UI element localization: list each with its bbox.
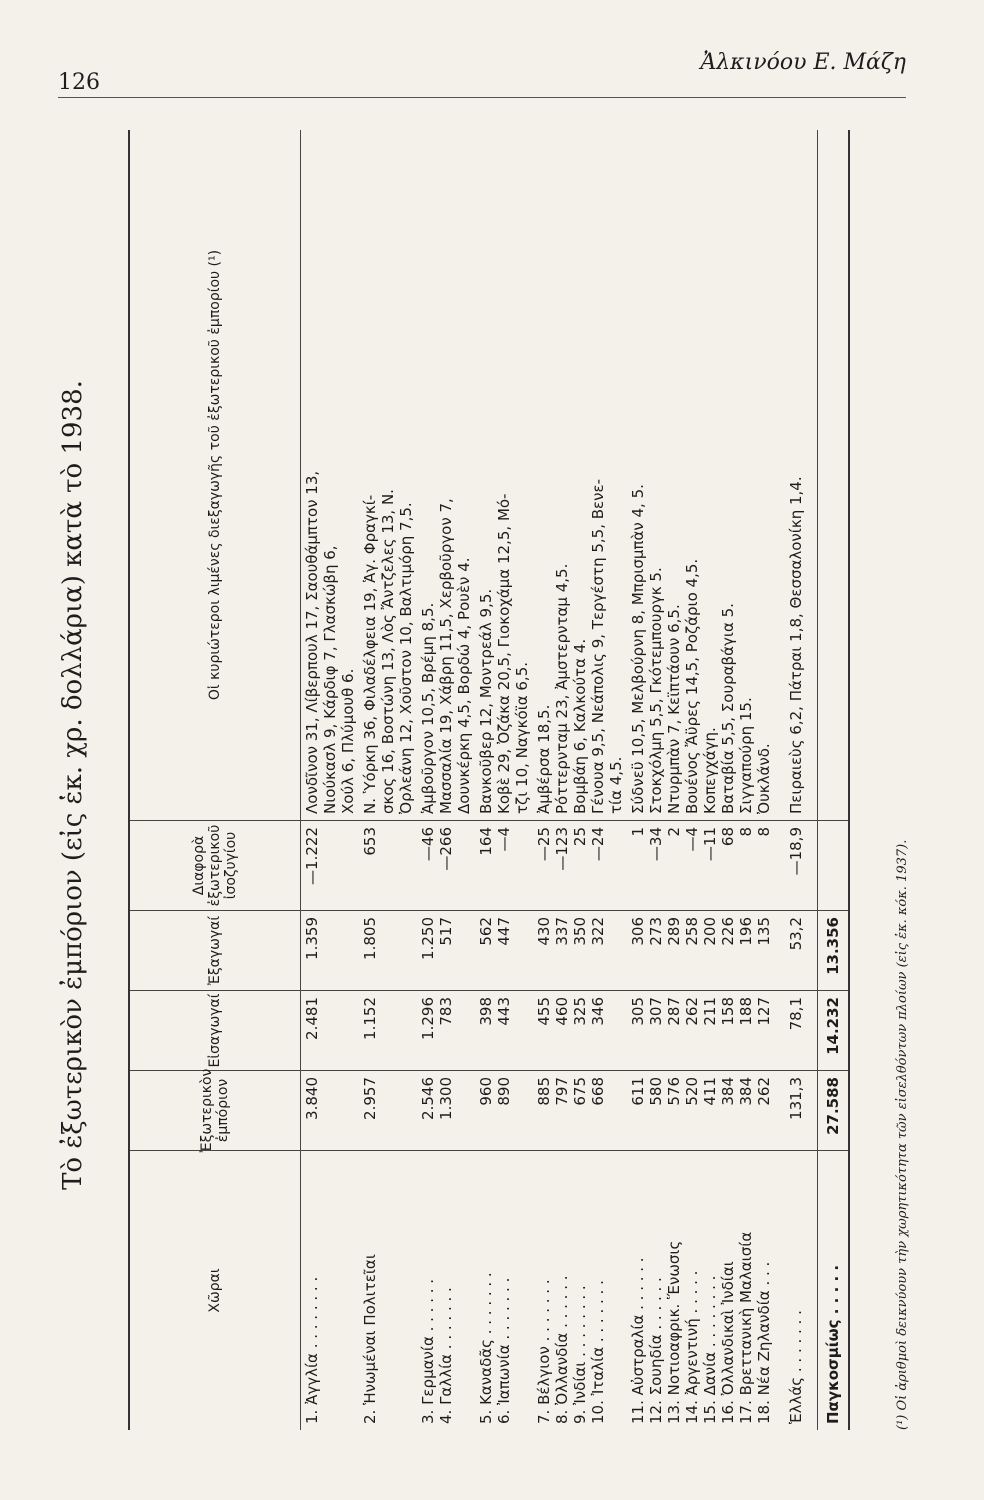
exports-cell: 517: [437, 917, 455, 946]
imports-cell: 1.152: [361, 997, 379, 1040]
port-line: Ὀρλεάνη 12, Χοῦστον 10, Βαλτιμόρη 7,5.: [397, 502, 415, 814]
imports-cell: 443: [495, 997, 513, 1026]
balance-cell: —34: [647, 827, 665, 862]
balance-cell: —25: [535, 827, 553, 862]
imports-cell-column: [301, 990, 359, 1070]
total-cell-column: [417, 1070, 475, 1150]
country-cell: 11. Αὐστραλία . . . . . .: [629, 1257, 647, 1424]
balance-cell: 68: [719, 827, 737, 847]
port-line: Σιγγαπούρη 15.: [737, 697, 755, 814]
port-line: Μασσαλία 19, Χάβρη 11,5, Χερβοῦργον 7,: [437, 498, 455, 814]
balance-cell: 653: [361, 827, 379, 856]
balance-cell: 1: [629, 827, 647, 837]
country-cell: 14. Ἀργεντινή . . . . .: [683, 1270, 701, 1424]
imports-cell-column: [475, 990, 533, 1070]
balance-cell: 8: [737, 827, 755, 837]
ports-cell: [475, 130, 533, 820]
balance-cell: —4: [683, 827, 701, 852]
country-cell: 13. Νοτιοαφρικ. Ἕνωσις: [665, 1240, 683, 1424]
total-cell: 1.300: [437, 1077, 455, 1120]
port-line: Χούλ 6, Πλύμουθ 6.: [339, 668, 357, 814]
exports-cell: 289: [665, 917, 683, 946]
country-cell-column: [533, 1150, 627, 1430]
country-cell-column: [785, 1150, 817, 1430]
total-cell: 580: [647, 1077, 665, 1106]
exports-cell: 447: [495, 917, 513, 946]
imports-cell: 783: [437, 997, 455, 1026]
exports-cell: 273: [647, 917, 665, 946]
exports-cell: 1.359: [303, 917, 321, 960]
imports-cell: 398: [477, 997, 495, 1026]
port-line: Βανκοῦβερ 12, Μοντρεάλ 9,5.: [477, 588, 495, 814]
port-line: Νιούκασλ 9, Κάρδιφ 7, Γλασκώβη 6,: [321, 545, 339, 814]
total-cell: 262: [755, 1077, 773, 1106]
header-imports: Εἰσαγωγαί: [130, 990, 300, 1070]
exports-cell-column: [417, 910, 475, 990]
port-line: Ἁμβοῦργον 10,5, Βρέμη 8,5.: [419, 602, 437, 814]
header-balance: Διαφορὰ ἐξωτερικοῦ ἰσοζυγίου: [130, 820, 300, 910]
port-line: σκος 16, Βοστώνη 13, Λὸς Ἄντζελες 13, Ν.: [379, 489, 397, 814]
ports-cell: [533, 130, 627, 820]
exports-cell: 226: [719, 917, 737, 946]
ports-cell: [627, 130, 785, 820]
port-line: Ρόττερνταμ 23, Ἀμστερνταμ 4,5.: [553, 563, 571, 814]
port-line: Ὀυκλάνδ.: [755, 743, 773, 814]
table-header: [130, 130, 301, 1430]
balance-cell: —18,9: [787, 827, 805, 876]
header-total: Ἐξωτερικὸν ἐμπόριον: [130, 1070, 300, 1150]
total-cell-column: [785, 1070, 817, 1150]
total-cell: 675: [571, 1077, 589, 1106]
imports-cell: 305: [629, 997, 647, 1026]
imports-cell: 188: [737, 997, 755, 1026]
total-cell: 890: [495, 1077, 513, 1106]
imports-cell: 2.481: [303, 997, 321, 1040]
ports-cell: [359, 130, 417, 820]
exports-cell: 1.805: [361, 917, 379, 960]
balance-cell: —46: [419, 827, 437, 862]
balance-cell: —123: [553, 827, 571, 871]
totals-exports: 13.356: [818, 910, 848, 990]
total-cell-column: [533, 1070, 627, 1150]
balance-cell-column: [301, 820, 359, 910]
country-cell: 3. Γερμανία . . . . . .: [419, 1278, 437, 1424]
total-cell: 797: [553, 1077, 571, 1106]
imports-cell: 325: [571, 997, 589, 1026]
country-cell-column: [301, 1150, 359, 1430]
exports-cell: 196: [737, 917, 755, 946]
exports-cell-column: [533, 910, 627, 990]
balance-cell-column: [417, 820, 475, 910]
total-cell-column: [627, 1070, 785, 1150]
header-rule: [58, 97, 906, 98]
country-cell-column: [417, 1150, 475, 1430]
total-cell: 3.840: [303, 1077, 321, 1120]
port-line: Κοβὲ 29, Ὀζάκα 20,5, Γιοκοχάμα 12,5, Μό-: [495, 493, 513, 814]
total-cell: 2.546: [419, 1077, 437, 1120]
header-exports: Ἐξαγωγαί: [130, 910, 300, 990]
exports-cell: 350: [571, 917, 589, 946]
country-cell: 10. Ἰταλία . . . . . . .: [589, 1280, 607, 1424]
ports-cell: [785, 130, 817, 820]
balance-cell: 25: [571, 827, 589, 847]
imports-cell: 262: [683, 997, 701, 1026]
country-cell: 7. Βέλγιον . . . . . . .: [535, 1279, 553, 1424]
balance-cell-column: [359, 820, 417, 910]
country-cell: 16. Ὀλλανδικαὶ Ἰνδίαι: [719, 1261, 737, 1424]
imports-cell-column: [533, 990, 627, 1070]
total-cell-column: [475, 1070, 533, 1150]
total-cell: 668: [589, 1077, 607, 1106]
balance-cell: —11: [701, 827, 719, 862]
balance-cell-column: [785, 820, 817, 910]
balance-cell: —266: [437, 827, 455, 871]
balance-cell: —4: [495, 827, 513, 852]
exports-cell: 322: [589, 917, 607, 946]
table-group: [785, 130, 817, 1430]
imports-cell: 460: [553, 997, 571, 1026]
port-line: Βαταβία 5,5, Σουραβάγια 5.: [719, 603, 737, 814]
country-cell: 8. Ὀλλανδία . . . . . .: [553, 1275, 571, 1424]
imports-cell: 307: [647, 997, 665, 1026]
table-title: Τὸ ἐξωτερικὸν ἐμπόριον (εἰς ἑκ. χρ. δολλάρια) κατὰ τὸ 1938.: [58, 380, 88, 1190]
total-cell-column: [301, 1070, 359, 1150]
total-cell: 520: [683, 1077, 701, 1106]
exports-cell-column: [627, 910, 785, 990]
country-cell-column: [359, 1150, 417, 1430]
country-cell-column: [475, 1150, 533, 1430]
exports-cell: 258: [683, 917, 701, 946]
port-line: Βομβάη 6, Καλκούτα 4.: [571, 638, 589, 814]
ports-cell: [417, 130, 475, 820]
imports-cell: 211: [701, 997, 719, 1026]
balance-cell: 164: [477, 827, 495, 856]
port-line: τία 4,5.: [607, 756, 625, 814]
header-country: Χῶραι: [130, 1150, 300, 1430]
exports-cell: 337: [553, 917, 571, 946]
total-cell: 411: [701, 1077, 719, 1106]
port-line: Ν. Ὑόρκη 36, Φιλαδέλφεια 19, Ἁγ. Φραγκί-: [361, 494, 379, 814]
total-cell: 960: [477, 1077, 495, 1106]
table-group: [475, 130, 533, 1430]
total-cell: 384: [737, 1077, 755, 1106]
port-line: τζι 10, Ναγκόϊα 6,5.: [513, 661, 531, 814]
port-line: Ντυρμπὰν 7, Κεϊπτάουν 6,5.: [665, 604, 683, 814]
imports-cell: 287: [665, 997, 683, 1026]
exports-cell: 1.250: [419, 917, 437, 960]
country-cell: Ἑλλάς . . . . . . .: [787, 1310, 805, 1424]
running-head: Ἀλκινόου Ε. Μάζη: [700, 50, 906, 75]
country-cell: 5. Καναδᾶς . . . . . . .: [477, 1272, 495, 1424]
country-cell: 1. Ἀγγλία . . . . . . . .: [303, 1276, 321, 1424]
exports-cell-column: [785, 910, 817, 990]
country-cell: 4. Γαλλία . . . . . . .: [437, 1287, 455, 1424]
country-cell: 17. Βρεττανικὴ Μαλαισία: [737, 1231, 755, 1424]
balance-cell-column: [627, 820, 785, 910]
header-ports: Οἱ κυριώτεροι λιμένες διεξαγωγῆς τοῦ ἐξωτερικοῦ ἐμπορίου (¹): [207, 249, 223, 701]
imports-cell: 127: [755, 997, 773, 1026]
total-cell: 611: [629, 1077, 647, 1106]
imports-cell-column: [627, 990, 785, 1070]
country-cell: 12. Σουηδία . . . . . .: [647, 1277, 665, 1424]
total-cell: 2.957: [361, 1077, 379, 1120]
imports-cell: 455: [535, 997, 553, 1026]
imports-cell-column: [359, 990, 417, 1070]
footnote: (¹) Οἱ ἀριθμοὶ δεικνύουν τὴν χωρητικότητα τῶν εἰσελθόντων πλοίων (εἰς ἑκ. κόκ. 1937).: [895, 839, 910, 1430]
port-line: Κοπεγχάγη.: [701, 727, 719, 814]
port-line: Ἀμβέρσα 18,5.: [535, 704, 553, 814]
total-cell: 576: [665, 1077, 683, 1106]
total-cell: 384: [719, 1077, 737, 1106]
country-cell: 18. Νέα Ζηλανδία . . .: [755, 1261, 773, 1424]
balance-cell: 8: [755, 827, 773, 837]
ports-cell: [301, 130, 359, 820]
port-line: Βουένος Ἄϋρες 14,5, Ροζάριο 4,5.: [683, 558, 701, 814]
total-cell: 885: [535, 1077, 553, 1106]
totals-label: Παγκοσμίως . . . . .: [818, 1150, 848, 1430]
imports-cell: 78,1: [787, 997, 805, 1031]
imports-cell: 346: [589, 997, 607, 1026]
table-group: [301, 130, 359, 1430]
balance-cell: 2: [665, 827, 683, 837]
port-line: Στοκχόλμη 5,5, Γκότεμπουργκ 5.: [647, 567, 665, 814]
table-group: [533, 130, 627, 1430]
imports-cell: 158: [719, 997, 737, 1026]
country-cell: 9. Ἰνδίαι . . . . . . . .: [571, 1285, 589, 1424]
port-line: Σύδνεϋ 10,5, Μελβούρνη 8, Μπρισμπὰν 4, 5.: [629, 484, 647, 814]
port-line: Γένουα 9,5, Νεάπολις 9, Τεργέστη 5,5, Βενε-: [589, 478, 607, 814]
port-line: Πειραιεὺς 6,2, Πάτραι 1,8, Θεσσαλονίκη 1,4.: [787, 476, 805, 814]
page-number: 126: [58, 70, 100, 95]
totals-balance: [818, 820, 848, 910]
exports-cell: 53,2: [787, 917, 805, 951]
rotated-page-content: [50, 100, 930, 1470]
exports-cell: 562: [477, 917, 495, 946]
exports-cell: 306: [629, 917, 647, 946]
imports-cell-column: [417, 990, 475, 1070]
table-body: [301, 130, 817, 1430]
totals-imports: 14.232: [818, 990, 848, 1070]
balance-cell: —1.222: [303, 827, 321, 885]
table-group: [417, 130, 475, 1430]
exports-cell-column: [475, 910, 533, 990]
exports-cell-column: [359, 910, 417, 990]
country-cell: 2. Ἡνωμέναι Πολιτεῖαι: [361, 1254, 379, 1424]
exports-cell: 200: [701, 917, 719, 946]
exports-cell: 135: [755, 917, 773, 946]
total-cell: 131,3: [787, 1077, 805, 1120]
country-cell: 15. Δανία . . . . . . . .: [701, 1275, 719, 1424]
trade-table: [128, 130, 850, 1430]
totals-total: 27.588: [818, 1070, 848, 1150]
imports-cell-column: [785, 990, 817, 1070]
country-cell: 6. Ἰαπωνία . . . . . . .: [495, 1277, 513, 1424]
table-group: [359, 130, 417, 1430]
port-line: Δουνκέρκη 4,5, Βορδώ 4, Ρουὲν 4.: [455, 557, 473, 814]
exports-cell: 430: [535, 917, 553, 946]
balance-cell-column: [533, 820, 627, 910]
exports-cell-column: [301, 910, 359, 990]
total-cell-column: [359, 1070, 417, 1150]
totals-ports: [818, 130, 848, 820]
balance-cell: —24: [589, 827, 607, 862]
totals-row: [817, 130, 848, 1430]
country-cell-column: [627, 1150, 785, 1430]
balance-cell-column: [475, 820, 533, 910]
imports-cell: 1.296: [419, 997, 437, 1040]
port-line: Λονδῖνον 31, Λίβερπουλ 17, Σαουθάμπτον 13,: [303, 470, 321, 814]
table-group: [627, 130, 785, 1430]
